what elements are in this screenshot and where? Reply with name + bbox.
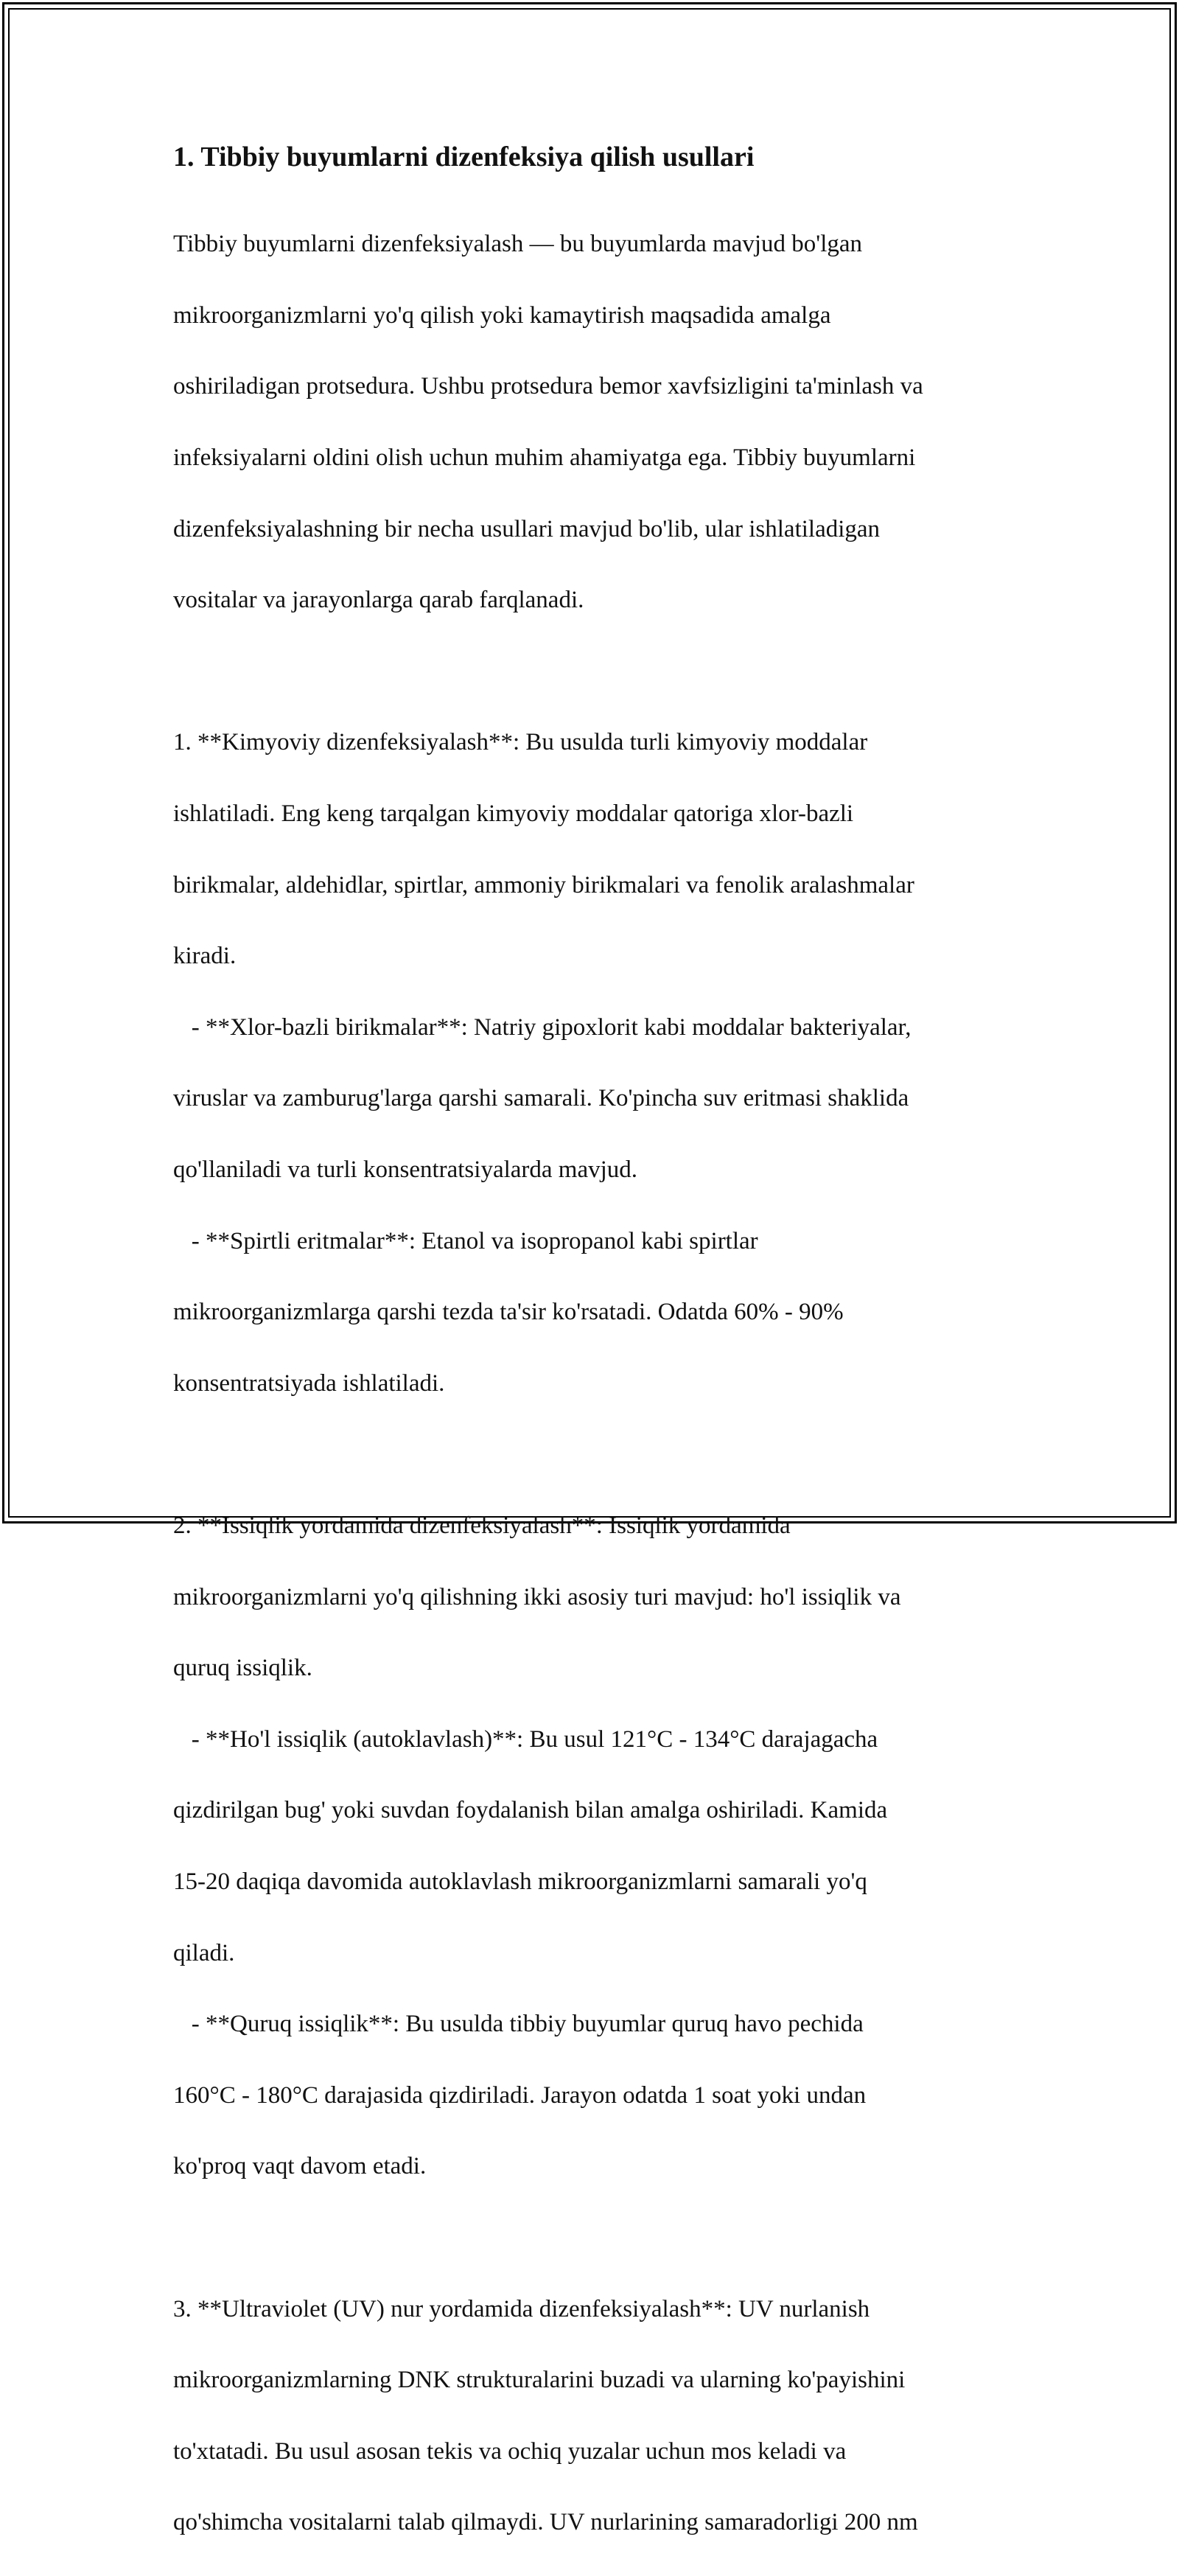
text-line: - **Xlor-bazli birikmalar**: Natriy gipoxlorit kabi moddalar bakteriyalar, xyxy=(173,1013,912,1041)
document-body xyxy=(173,136,1021,2576)
text-line: 2. **Issiqlik yordamida dizenfeksiyalash**: Issiqlik yordamida xyxy=(173,1512,791,1539)
text-line: to'xtatadi. Bu usul asosan tekis va ochiq yuzalar uchun mos keladi va xyxy=(173,2437,847,2465)
text-line: qiladi. xyxy=(173,1939,235,1966)
text-line: infeksiyalarni oldini olish uchun muhim ahamiyatga ega. Tibbiy buyumlarni xyxy=(173,444,916,472)
text-line: birikmalar, aldehidlar, spirtlar, ammoniy birikmalari va fenolik aralashmalar xyxy=(173,871,914,898)
text-line: quruq issiqlik. xyxy=(173,1655,312,1682)
text-line: viruslar va zamburug'larga qarshi samarali. Ko'pincha suv eritmasi shaklida xyxy=(173,1085,909,1112)
text-line: mikroorganizmlarni yo'q qilishning ikki asosiy turi mavjud: ho'l issiqlik va xyxy=(173,1583,901,1610)
text-line: kiradi. xyxy=(173,943,237,970)
section-heat-disinfection xyxy=(173,1473,1021,2220)
text-line: - **Quruq issiqlik**: Bu usulda tibbiy buyumlar quruq havo pechida xyxy=(173,2011,864,2038)
text-line: 1. **Kimyoviy dizenfeksiyalash**: Bu usulda turli kimyoviy moddalar xyxy=(173,729,868,756)
text-line: ishlatiladi. Eng keng tarqalgan kimyoviy moddalar qatoriga xlor-bazli xyxy=(173,800,854,828)
text-line: qo'shimcha vositalarni talab qilmaydi. UV nurlarining samaradorligi 200 nm xyxy=(173,2509,918,2536)
text-line: vositalar va jarayonlarga qarab farqlanadi. xyxy=(173,587,584,614)
text-line: oshiriladigan protsedura. Ushbu protsedura bemor xavfsizligini ta'minlash va xyxy=(173,373,923,400)
text-line: mikroorganizmlarga qarshi tezda ta'sir ko'rsatadi. Odatda 60% - 90% xyxy=(173,1299,844,1326)
text-line: 15-20 daqiqa davomida autoklavlash mikroorganizmlarni samarali yo'q xyxy=(173,1868,867,1895)
text-line: dizenfeksiyalashning bir necha usullari mavjud bo'lib, ular ishlatiladigan xyxy=(173,515,881,542)
document-title: 1. Tibbiy buyumlarni dizenfeksiya qilish usullari xyxy=(173,142,755,172)
text-line: konsentratsiyada ishlatiladi. xyxy=(173,1369,445,1397)
section-chemical-disinfection xyxy=(173,689,1021,1437)
text-line: qo'llaniladi va turli konsentratsiyalarda mavjud. xyxy=(173,1156,638,1184)
text-line: mikroorganizmlarni yo'q qilish yoki kamaytirish maqsadida amalga xyxy=(173,301,831,329)
text-line: 160°C - 180°C darajasida qizdiriladi. Jarayon odatda 1 soat yoki undan xyxy=(173,2081,867,2109)
text-line: mikroorganizmlarning DNK strukturalarini buzadi va ularning ko'payishini xyxy=(173,2367,906,2394)
section-uv-disinfection xyxy=(173,2255,1021,2576)
intro-paragraph xyxy=(173,191,1021,654)
text-line: - **Ho'l issiqlik (autoklavlash)**: Bu usul 121°C - 134°C darajagacha xyxy=(173,1725,878,1753)
text-line: 3. **Ultraviolet (UV) nur yordamida dizenfeksiyalash**: UV nurlanish xyxy=(173,2295,870,2322)
text-line: - **Spirtli eritmalar**: Etanol va isopropanol kabi spirtlar xyxy=(173,1227,758,1254)
text-line: ko'proq vaqt davom etadi. xyxy=(173,2153,427,2180)
text-line: Tibbiy buyumlarni dizenfeksiyalash — bu buyumlarda mavjud bo'lgan xyxy=(173,231,863,258)
text-line: qizdirilgan bug' yoki suvdan foydalanish bilan amalga oshiriladi. Kamida xyxy=(173,1797,888,1824)
